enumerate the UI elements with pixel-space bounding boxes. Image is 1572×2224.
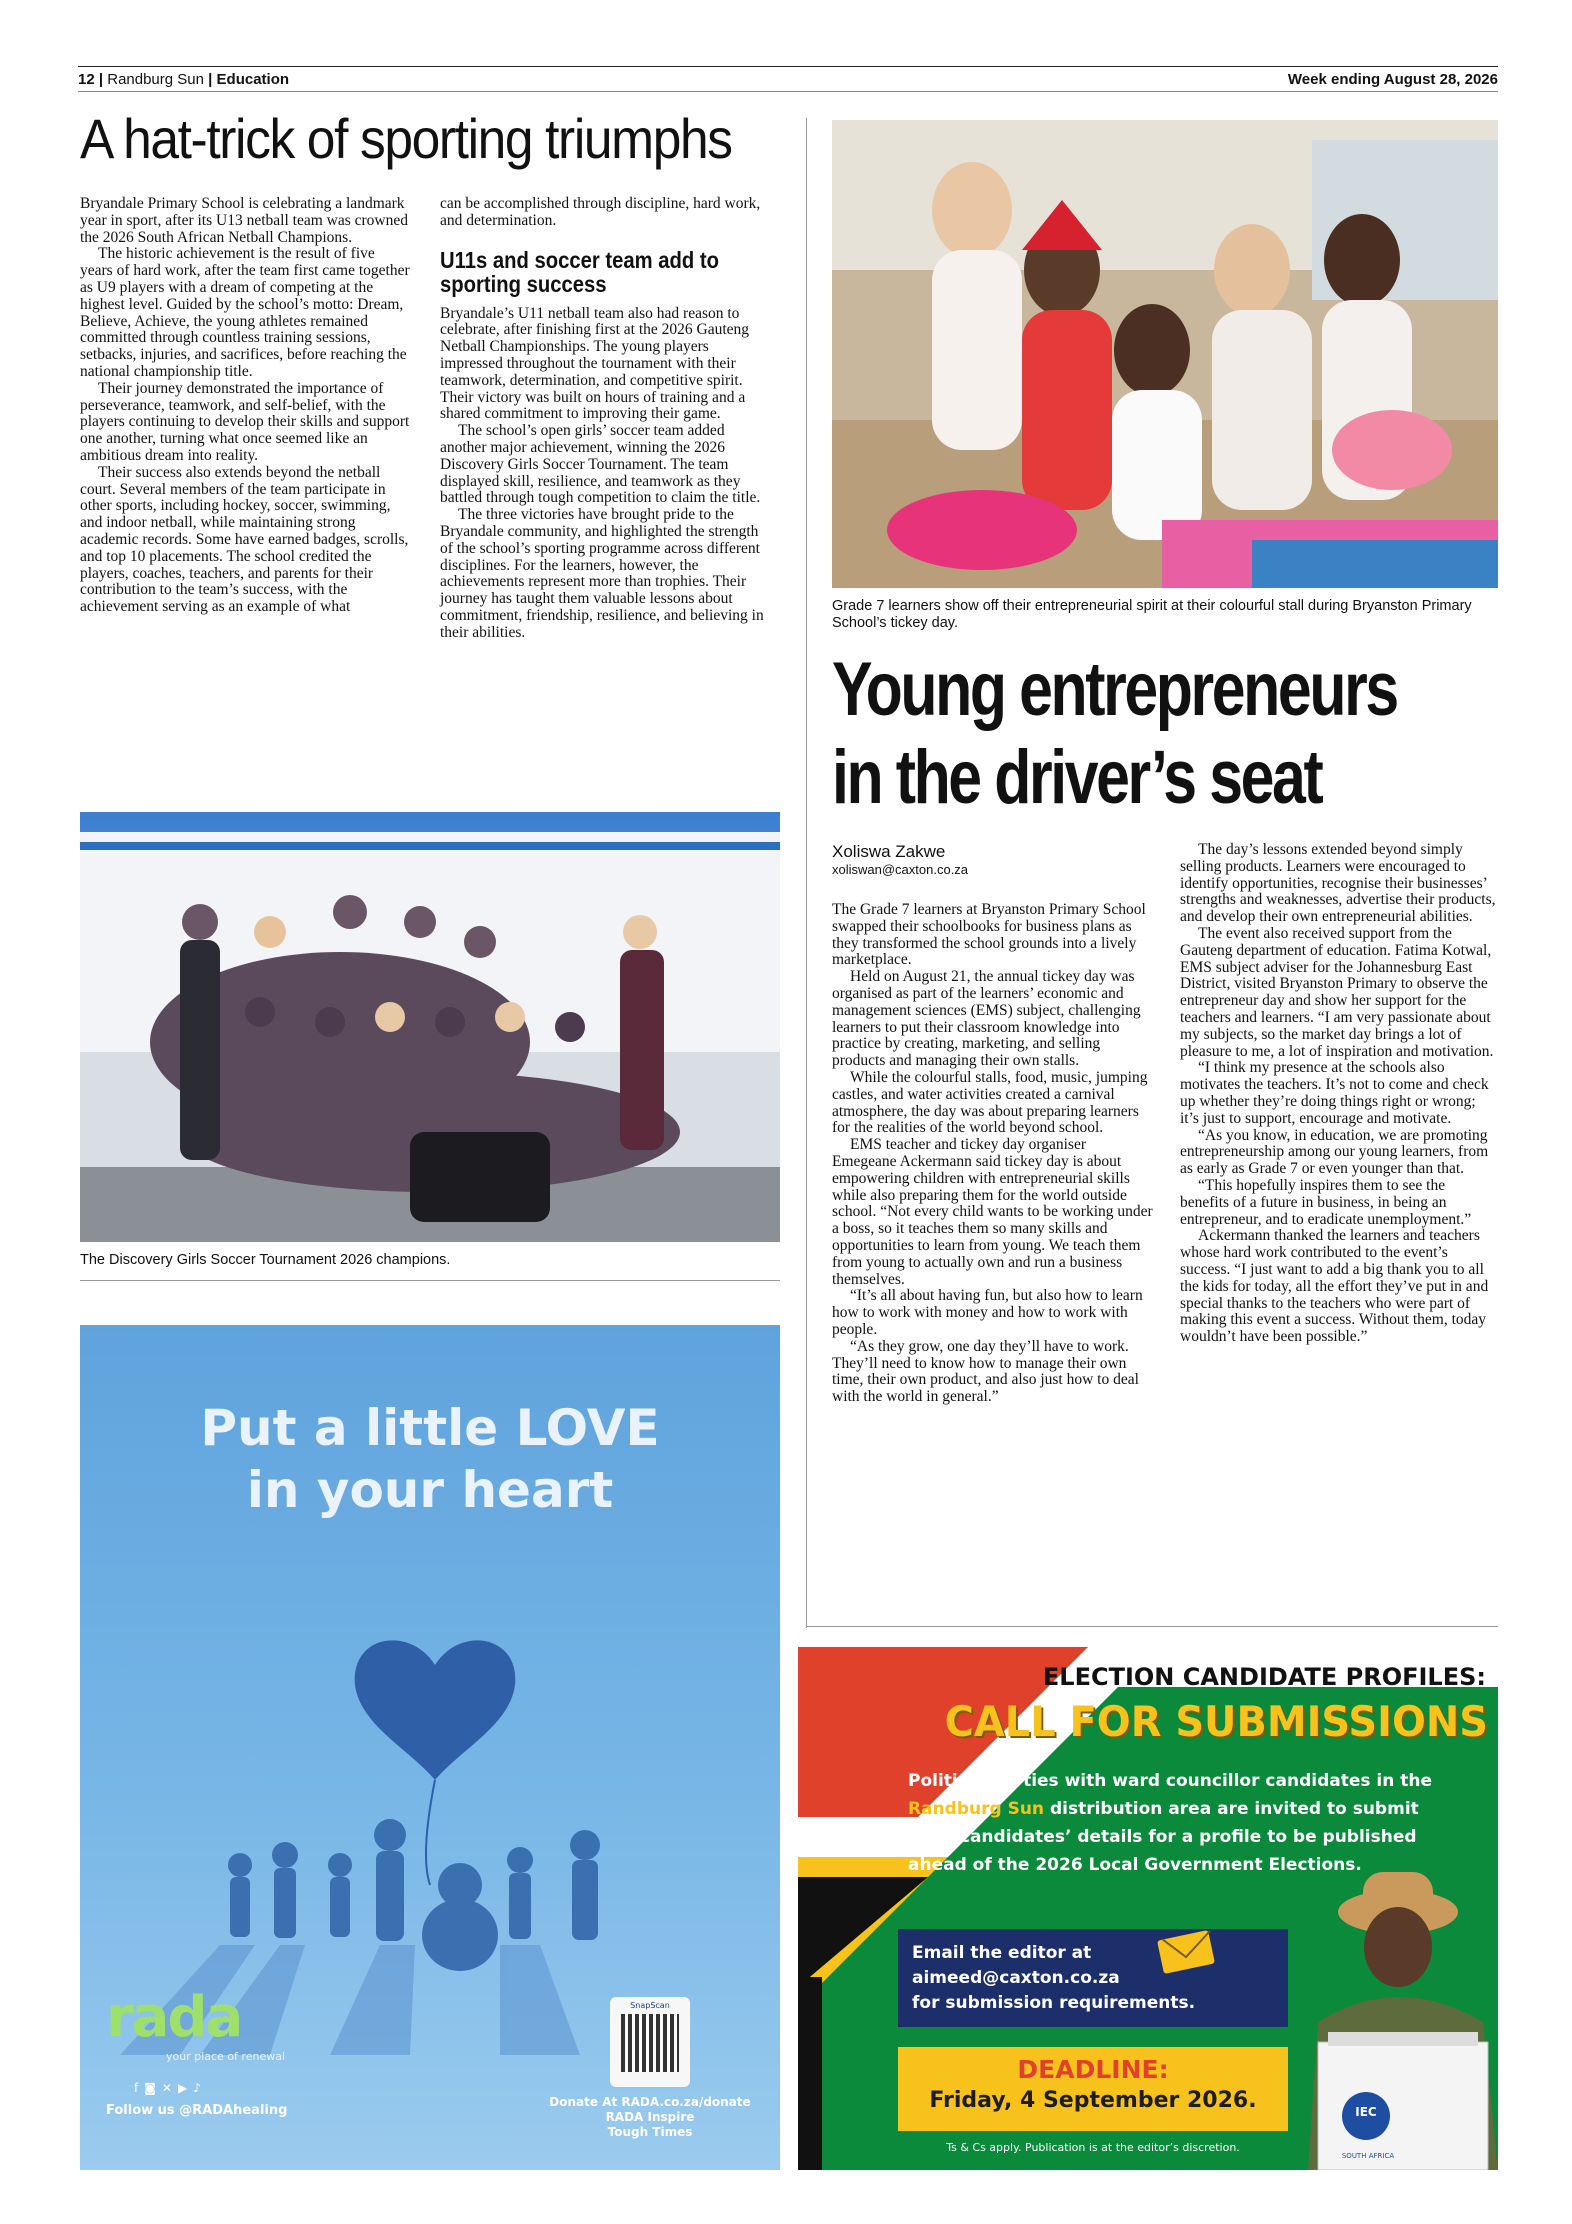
deadline-label: DEADLINE: <box>1017 2055 1169 2084</box>
article1-paragraph: Bryandale’s U11 netball team also had reason to celebrate, after finishing first at the 2026 Gauteng Netball Championships. The young players impressed throughout the tournament with their teamwork, determination, and competitive spirit. Their victory was built on hours of training and a shared commitment to improving their game. <box>440 304 750 423</box>
election-headline: CALL FOR SUBMISSIONS <box>944 1697 1488 1746</box>
iec-country: SOUTH AFRICA <box>1341 2152 1395 2160</box>
snapscan-label: SnapScan <box>630 2001 670 2010</box>
iec-logo: IEC <box>1355 2105 1377 2119</box>
article2-paragraph: The day’s lessons extended beyond simply selling products. Learners were encouraged to identify opportunities, recognise their businesses’ strengths and weaknesses, advertise their products, and develop their own entrepreneurial abilities. <box>1180 841 1496 926</box>
rada-headline-line2: in your heart <box>246 1461 614 1519</box>
silhouette-illustration <box>80 1555 780 2055</box>
article2-paragraph: Held on August 21, the annual tickey day was organised as part of the learners’ economic and management sciences (EMS) subject, challenging learners to put their classroom knowledge into practice by creating, marketing, and selling products and managing their own stalls. <box>832 968 1141 1070</box>
divider <box>806 1626 1498 1627</box>
article2-paragraph: The Grade 7 learners at Bryanston Primary School swapped their schoolbooks for business plans as they transformed the school grounds into a lively marketplace. <box>832 901 1146 969</box>
deadline-date: Friday, 4 September 2026. <box>929 2088 1257 2113</box>
election-body-post: distribution area are invited to submit their candidates’ details for a profile to be published ahead of the 2026 Local Government Elections. <box>908 1799 1419 1875</box>
article1-paragraph: The three victories have brought pride to the Bryandale community, and highlighted the strength of the school’s sporting programme across different disciplines. For the learners, however, the achievements represent more than trophies. Their journey has taught them valuable lessons about commitment, friendship, resilience, and believing in their abilities. <box>440 506 764 641</box>
envelope-icon <box>1156 1929 1216 1975</box>
facebook-icon[interactable]: f <box>134 2081 145 2095</box>
author-name: Xoliswa Zakwe <box>832 842 946 861</box>
election-fineprint: Ts & Cs apply. Publication is at the editor’s discretion. <box>946 2141 1240 2154</box>
article1-paragraph: Bryandale Primary School is celebrating a landmark year in sport, after its U13 netball team was crowned the 2026 South African Netball Champions. <box>80 195 408 246</box>
voter-illustration <box>1268 1852 1498 2170</box>
rada-campaign-line1: RADA Inspire <box>605 2110 695 2124</box>
byline-block <box>832 842 1162 877</box>
email-line3: for submission requirements. <box>912 1993 1196 2013</box>
article2-paragraph: EMS teacher and tickey day organiser Emegeane Ackermann said tickey day is about empowering children with entrepreneurial skills while also preparing them for the world outside school. “Not every child wants to be working under a boss, so it teaches them so many skills and opportunities to learn from young. We teach them from young to actually own and run a business themselves. <box>832 1136 1153 1288</box>
election-kicker: ELECTION CANDIDATE PROFILES: <box>1042 1663 1486 1691</box>
article2-paragraph: The event also received support from the Gauteng department of education. Fatima Kotwal, EMS subject adviser for the Johannesburg East District, visited Bryanston Primary to observe the entrepreneur day and show her support for the teachers and learners. “I am very passionate about my subjects, so the market day brings a lot of pleasure to me, a lot of inspiration and motivation. <box>1180 924 1494 1060</box>
election-body-highlight: Randburg Sun <box>908 1799 1045 1819</box>
issue-date: Week ending August 28, 2026 <box>1287 70 1498 88</box>
article1-paragraph: can be accomplished through discipline, hard work, and determination. <box>440 195 761 229</box>
article2-paragraph: While the colourful stalls, food, music, jumping castles, and water activities created a carnival atmosphere, the day was about preparing learners for the realities of the world beyond school. <box>832 1068 1148 1137</box>
rada-logo-block <box>106 1985 356 2118</box>
soccer-team-illustration <box>80 812 780 1242</box>
election-body-pre: Political parties with ward councillor candidates in the <box>908 1771 1433 1791</box>
election-advert[interactable] <box>798 1647 1498 2170</box>
article1-subheading: U11s and soccer team add to sporting success <box>440 246 719 297</box>
article2-headline-line2: in the driver’s seat <box>832 735 1322 820</box>
rada-follow: Follow us @RADAhealing <box>106 2103 288 2118</box>
article1-column-1 <box>80 196 410 616</box>
rada-campaign-line2: Tough Times <box>607 2125 693 2139</box>
deadline-panel <box>898 2047 1288 2131</box>
article1-paragraph: The school’s open girls’ soccer team added another major achievement, winning the 2026 Discovery Girls Soccer Tournament. The team displayed skill, resilience, and teamwork as they battled through tough competition to claim the title. <box>440 422 761 507</box>
editor-email[interactable]: aimeed@caxton.co.za <box>912 1968 1120 1988</box>
entrepreneurs-illustration <box>832 120 1498 588</box>
article2-paragraph: “As you know, in education, we are promoting entrepreneurship among our young learners, from as early as Grade 7 or even younger than that. <box>1180 1126 1489 1178</box>
rada-donate[interactable]: Donate At RADA.co.za/donate <box>549 2095 751 2109</box>
article1-column-2 <box>440 196 774 642</box>
instagram-icon[interactable]: ◙ <box>144 2081 162 2095</box>
article2-headline <box>832 646 1397 822</box>
article2-paragraph: “I think my presence at the schools also motivates the teachers. It’s not to come and check up whether they’re doing things right or wrong; it’s just to support, encourage and motivate. <box>1180 1059 1489 1127</box>
article1-paragraph: The historic achievement is the result of five years of hard work, after the team first came together as U9 players with a dream of competing at the highest level. Guided by the school’s motto: Dream, Believe, Achieve, the young athletes remained committed through countless training sessions, setbacks, injuries, and sacrifices, before reaching the national championship title. <box>80 245 410 380</box>
article2-paragraph: Ackermann thanked the learners and teachers whose hard work contributed to the event’s success. “I just want to add a big thank you to all the kids for today, all the effort they’ve put in and special thanks to the teachers who were part of making this event a success. Without them, today wouldn’t have been possible.” <box>1180 1227 1489 1346</box>
page-header <box>78 66 1498 92</box>
article2-paragraph: “This hopefully inspires them to see the benefits of a future in business, in being an entrepreneur, and to eradicate unemployment.” <box>1180 1176 1472 1228</box>
article1-paragraph: Their journey demonstrated the importance of perseverance, teamwork, and self-belief, with the players continuing to develop their skills and support one another, turning what once seemed like an ambitious dream into reality. <box>80 379 410 464</box>
tiktok-icon[interactable]: ♪ <box>193 2081 207 2095</box>
email-line1: Email the editor at <box>912 1943 1092 1963</box>
header-left: 12 | Randburg Sun | Education <box>78 70 290 88</box>
entrepreneurs-photo <box>832 120 1498 588</box>
article2-paragraph: “As they grow, one day they’ll have to work. They’ll need to know how to manage their own time, their own product, and also just how to deal with the world in general.” <box>832 1337 1139 1406</box>
rada-logo: rada <box>106 1985 242 2050</box>
entrepreneurs-photo-caption: Grade 7 learners show off their entrepreneurial spirit at their colourful stall during Bryanston Primary School’s tickey day. <box>832 598 1472 631</box>
rada-headline-line1: Put a little LOVE <box>200 1399 660 1457</box>
soccer-team-photo <box>80 812 780 1242</box>
paper-name: Randburg Sun <box>107 70 204 88</box>
rada-donate-block <box>520 2095 780 2140</box>
x-icon[interactable]: ✕ <box>161 2081 178 2095</box>
section-name: Education <box>216 70 290 88</box>
article2-headline-line1: Young entrepreneurs <box>832 647 1397 732</box>
divider <box>80 1280 780 1281</box>
article1-paragraph: Their success also extends beyond the netball court. Several members of the team participate in other sports, including hockey, soccer, swimming, and indoor netball, while maintaining strong academic records. Some have earned badges, scrolls, and top 10 placements. The school credited the players, coaches, teachers, and parents for their contribution to the team’s success, with the achievement serving as an example of what <box>80 463 409 616</box>
page-number: 12 <box>78 70 95 88</box>
email-panel[interactable] <box>898 1929 1288 2027</box>
column-divider <box>806 118 807 1628</box>
article2-column-2 <box>1180 842 1498 1346</box>
qr-code <box>621 2014 679 2072</box>
social-icons[interactable] <box>134 2081 356 2095</box>
article2-column-1 <box>832 902 1154 1406</box>
rada-advert[interactable] <box>80 1325 780 2170</box>
author-email[interactable]: xoliswan@caxton.co.za <box>832 862 969 877</box>
soccer-photo-caption: The Discovery Girls Soccer Tournament 2026 champions. <box>80 1252 451 1268</box>
article2-paragraph: “It’s all about having fun, but also how to learn how to work with money and how to work with people. <box>832 1287 1143 1338</box>
article1-headline: A hat-trick of sporting triumphs <box>80 107 732 170</box>
qr-code-card[interactable] <box>610 1997 690 2087</box>
youtube-icon[interactable]: ▶ <box>177 2081 194 2095</box>
rada-tagline: your place of renewal <box>166 2050 286 2063</box>
